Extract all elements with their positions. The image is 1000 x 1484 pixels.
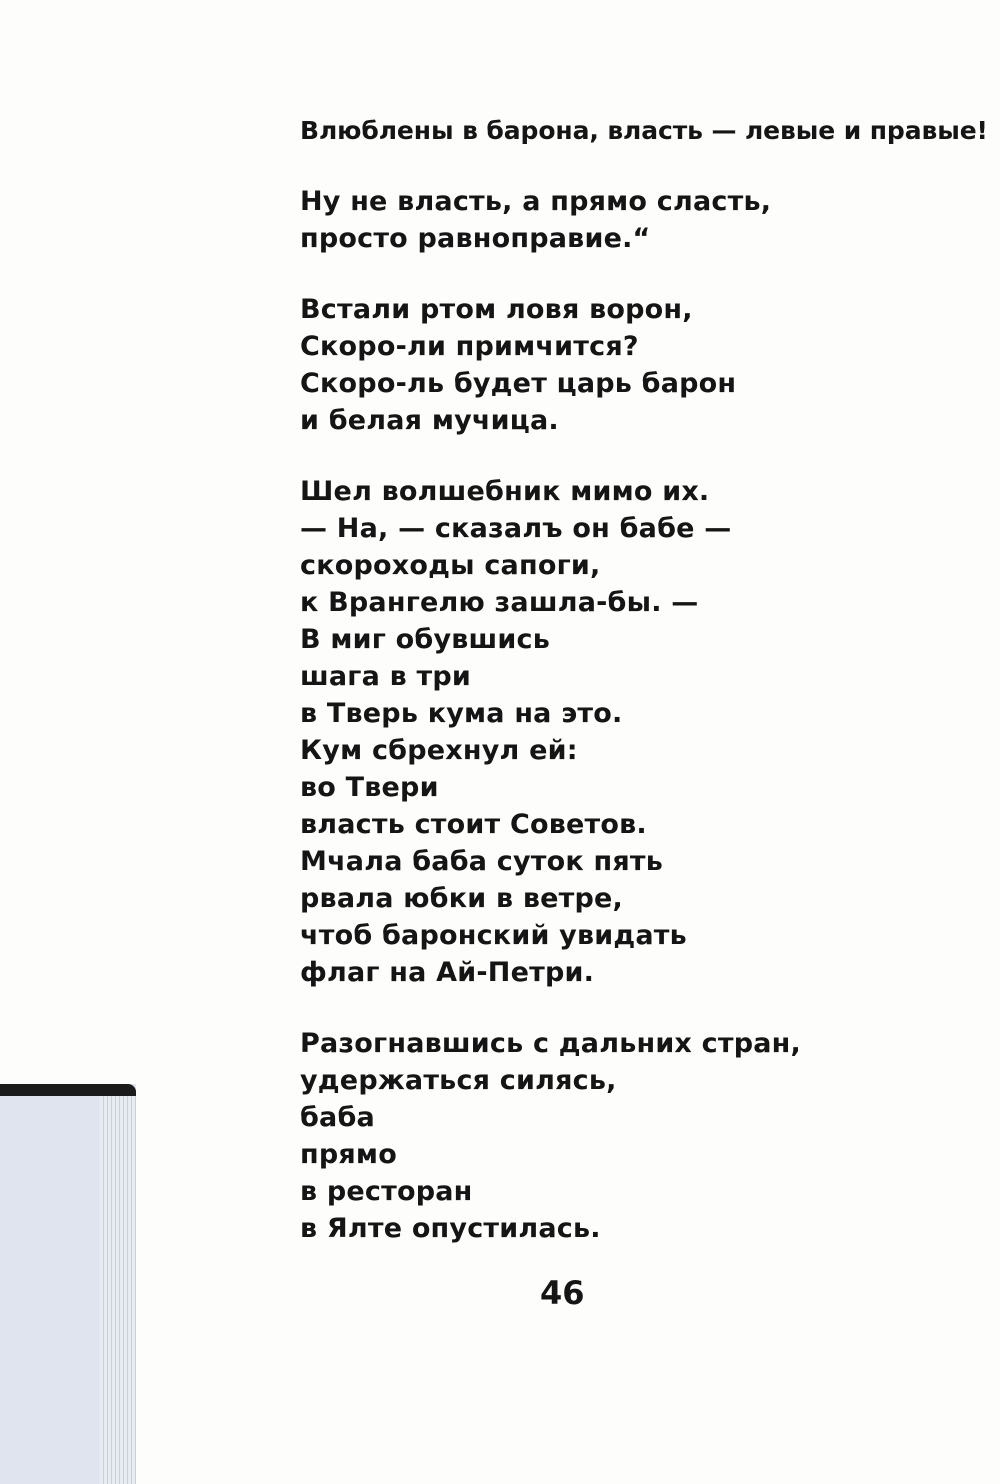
stanza-2 — [300, 183, 990, 257]
poem-line: чтоб баронский увидать — [300, 920, 687, 951]
poem-line: рвала юбки в ветре, — [300, 883, 624, 914]
poem-line: Скоро-ли примчится? — [300, 331, 639, 362]
poem-line: во Твери — [300, 772, 439, 803]
stanza-4 — [300, 473, 990, 991]
poem-line: Встали ртом ловя ворон, — [300, 294, 693, 325]
poem-line: Скоро-ль будет царь барон — [300, 368, 737, 399]
page-number: 46 — [540, 1274, 585, 1312]
poem-line: флаг на Ай-Петри. — [300, 957, 595, 988]
poem-line: Кум сбрехнул ей: — [300, 735, 578, 766]
stanza-3 — [300, 291, 990, 439]
poem-line: Ну не власть, а прямо сласть, — [300, 186, 772, 217]
poem-line: в ресторан — [300, 1176, 473, 1207]
poem-line: Разогнавшись с дальних стран, — [300, 1028, 801, 1059]
poem-line: и белая мучица. — [300, 405, 559, 436]
poem-line: просто равноправие.“ — [300, 223, 651, 254]
poem-line: шага в три — [300, 661, 472, 692]
poem-line: скороходы сапоги, — [300, 550, 601, 581]
poem-line: власть стоит Советов. — [300, 809, 647, 840]
poem-line: удержаться силясь, — [300, 1065, 617, 1096]
adjacent-book-spine-edge — [0, 1084, 136, 1096]
poem-line: в Ялте опустилась. — [300, 1213, 601, 1244]
poem-line: В миг обувшись — [300, 624, 551, 655]
poem-line: Шел волшебник мимо их. — [300, 476, 710, 507]
poem-text — [300, 112, 990, 1281]
poem-line: Мчала баба суток пять — [300, 846, 664, 877]
poem-line: баба — [300, 1102, 375, 1133]
adjacent-book-page-edges — [100, 1096, 136, 1484]
poem-line: — На, — сказалъ он бабе — — [300, 513, 732, 544]
poem-line: к Врангелю зашла-бы. — — [300, 587, 699, 618]
poem-line: Влюблены в барона, власть — левые и правые! — [300, 116, 988, 145]
stanza-1 — [300, 112, 990, 149]
poem-line: прямо — [300, 1139, 397, 1170]
poem-line: в Тверь кума на это. — [300, 698, 623, 729]
stanza-5 — [300, 1025, 990, 1247]
